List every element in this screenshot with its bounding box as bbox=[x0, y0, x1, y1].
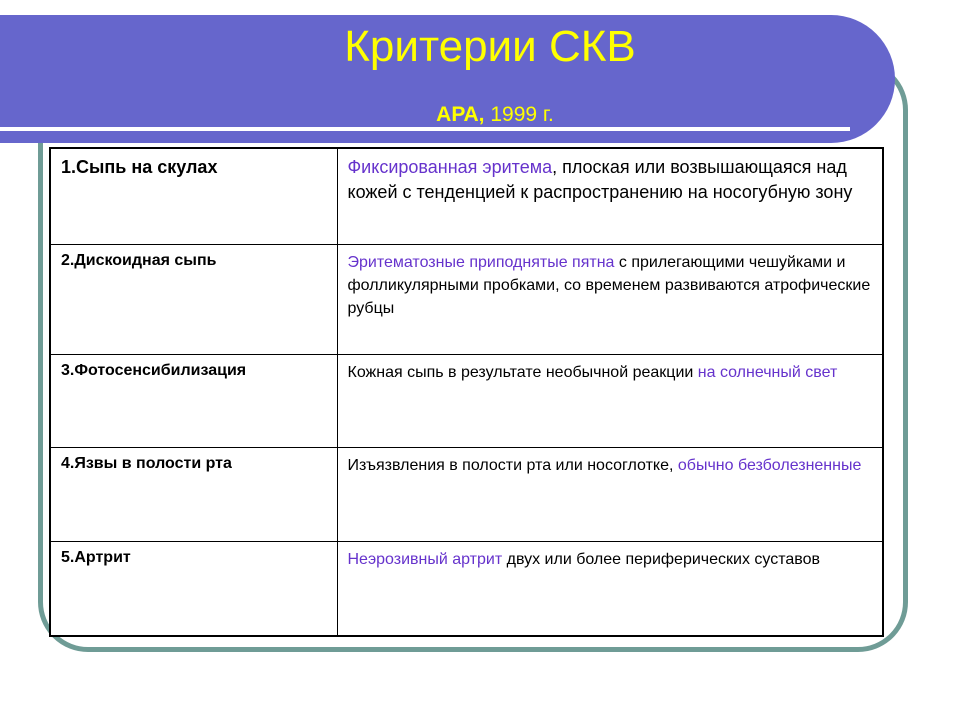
description-text: Кожная сыпь в результате необычной реакции bbox=[347, 363, 698, 381]
description-text: Изъязвления в полости рта или носоглотке, bbox=[347, 456, 678, 474]
criterion-description bbox=[337, 541, 883, 636]
criterion-description bbox=[337, 244, 883, 354]
criterion-name: 4.Язвы в полости рта bbox=[50, 447, 337, 541]
description-accent: Эритематозные приподнятые пятна bbox=[347, 253, 615, 271]
slide-subtitle bbox=[0, 102, 960, 128]
criterion-description bbox=[337, 148, 883, 244]
description-accent: Неэрозивный артрит bbox=[347, 550, 503, 568]
description-accent: Фиксированная эритема bbox=[347, 157, 553, 177]
criterion-name: 1.Сыпь на скулах bbox=[50, 148, 337, 244]
criterion-name: 2.Дискоидная сыпь bbox=[50, 244, 337, 354]
description-text: двух или более периферических суставов bbox=[502, 550, 820, 568]
criterion-description bbox=[337, 447, 883, 541]
criterion-description bbox=[337, 354, 883, 447]
table-row bbox=[50, 447, 883, 541]
slide-title: Критерии СКВ bbox=[344, 22, 636, 71]
description-accent: на солнечный свет bbox=[697, 363, 838, 381]
subtitle-bold: АРА, bbox=[436, 103, 485, 126]
description-text: с прилегающими чешуйками и фолликулярными пробками, со временем развиваются атрофические рубцы bbox=[347, 253, 871, 317]
table-row bbox=[50, 541, 883, 636]
table-row bbox=[50, 148, 883, 244]
description-accent: обычно безболезненные bbox=[677, 456, 862, 474]
table-row bbox=[50, 354, 883, 447]
table-row bbox=[50, 244, 883, 354]
criteria-table bbox=[49, 147, 884, 637]
criterion-name: 3.Фотосенсибилизация bbox=[50, 354, 337, 447]
subtitle-rest: 1999 г. bbox=[484, 103, 554, 126]
criterion-name: 5.Артрит bbox=[50, 541, 337, 636]
description-text: , плоская или возвышающаяся над кожей с тенденцией к распространению на носогубную зону bbox=[347, 157, 853, 202]
